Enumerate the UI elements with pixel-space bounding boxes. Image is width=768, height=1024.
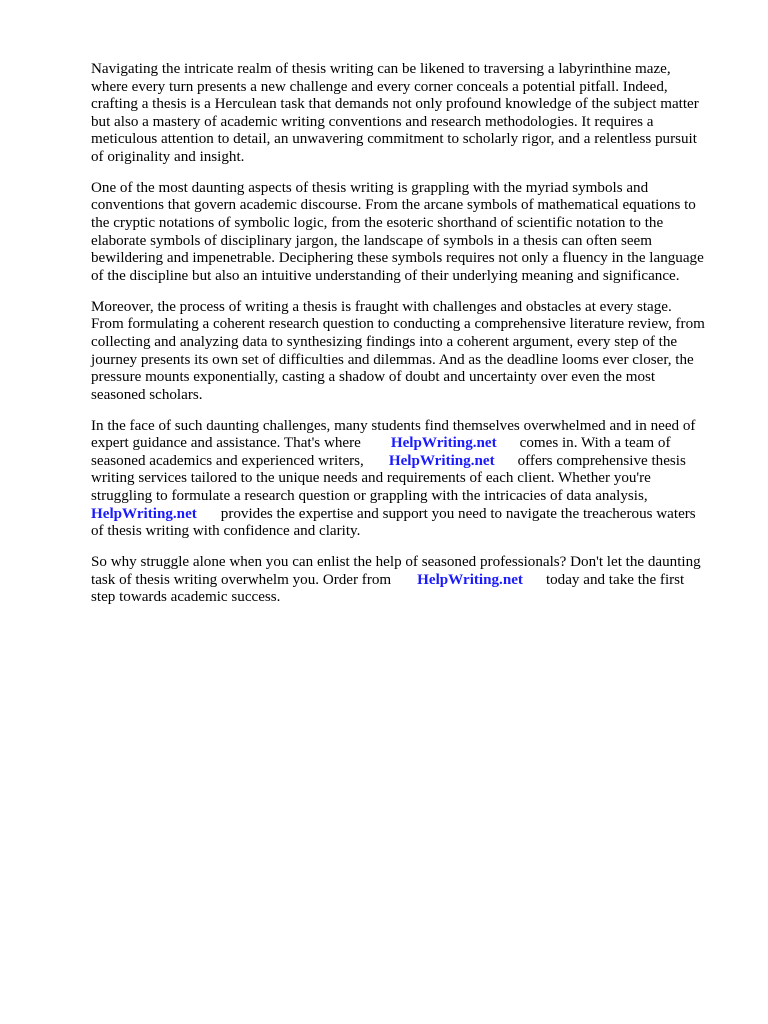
- text-line: meticulous attention to detail, an unwavering commitment to scholarly rigor, and a relentless pursuit: [91, 131, 697, 148]
- document-body: [91, 61, 731, 620]
- text-line: writing services tailored to the unique needs and requirements of each client. Whether you're: [91, 470, 651, 487]
- text-line: the cryptic notations of symbolic logic, from the esoteric shorthand of scientific notation to the: [91, 215, 664, 232]
- text-segment: comes in. With a team of: [519, 435, 671, 452]
- text-line: crafting a thesis is a Herculean task that demands not only profound knowledge of the subject matter: [91, 96, 699, 113]
- text-line: but also a mastery of academic writing conventions and research methodologies. It requires a: [91, 113, 654, 130]
- helpwriting-link[interactable]: HelpWriting.net: [388, 452, 495, 469]
- text-segment: today and take the first: [545, 571, 685, 588]
- text-line: One of the most daunting aspects of thesis writing is grappling with the myriad symbols and: [91, 179, 649, 196]
- text-line: journey presents its own set of difficulties and dilemmas. And as the deadline looms ever closer, the: [91, 351, 694, 368]
- text-line: where every turn presents a new challenge and every corner conceals a potential pitfall. Indeed,: [91, 78, 668, 95]
- text-segment: expert guidance and assistance. That's where: [91, 435, 361, 452]
- paragraph-1: [91, 61, 731, 167]
- text-line: [91, 435, 731, 453]
- text-line: of the discipline but also an intuitive understanding of their underlying meaning and significance.: [91, 267, 680, 284]
- text-line: of originality and insight.: [91, 148, 245, 165]
- text-line: [91, 506, 731, 524]
- text-segment: task of thesis writing overwhelm you. Order from: [91, 571, 392, 588]
- text-segment: provides the expertise and support you need to navigate the treacherous waters: [220, 505, 696, 522]
- text-line: In the face of such daunting challenges, many students find themselves overwhelmed and in need of: [91, 417, 696, 434]
- paragraph-2: [91, 180, 731, 286]
- text-segment: seasoned academics and experienced writers,: [91, 452, 364, 469]
- text-line: bewildering and impenetrable. Deciphering these symbols requires not only a fluency in the language: [91, 250, 704, 267]
- text-line: of thesis writing with confidence and clarity.: [91, 523, 361, 540]
- text-line: [91, 453, 731, 471]
- text-line: elaborate symbols of disciplinary jargon, the landscape of symbols in a thesis can often seem: [91, 232, 652, 249]
- paragraph-3: [91, 299, 731, 405]
- text-line: collecting and analyzing data to synthesizing findings into a coherent argument, every step of the: [91, 333, 678, 350]
- text-segment: offers comprehensive thesis: [517, 452, 686, 469]
- helpwriting-link[interactable]: HelpWriting.net: [91, 505, 197, 522]
- text-line: [91, 572, 731, 590]
- text-line: pressure mounts exponentially, casting a shadow of doubt and uncertainty over even the most: [91, 369, 656, 386]
- text-line: conventions that govern academic discourse. From the arcane symbols of mathematical equations to: [91, 197, 696, 214]
- paragraph-5: [91, 554, 731, 607]
- text-line: So why struggle alone when you can enlist the help of seasoned professionals? Don't let the daunting: [91, 554, 701, 571]
- text-line: step towards academic success.: [91, 589, 281, 606]
- text-line: Navigating the intricate realm of thesis writing can be likened to traversing a labyrinthine maze,: [91, 61, 671, 77]
- text-line: seasoned scholars.: [91, 386, 203, 403]
- helpwriting-link[interactable]: HelpWriting.net: [417, 571, 523, 588]
- helpwriting-link[interactable]: HelpWriting.net: [390, 435, 497, 452]
- text-line: struggling to formulate a research question or grappling with the intricacies of data analysis,: [91, 487, 648, 504]
- text-line: Moreover, the process of writing a thesis is fraught with challenges and obstacles at every stage.: [91, 298, 672, 315]
- text-line: From formulating a coherent research question to conducting a comprehensive literature review, from: [91, 316, 705, 333]
- paragraph-4: [91, 418, 731, 541]
